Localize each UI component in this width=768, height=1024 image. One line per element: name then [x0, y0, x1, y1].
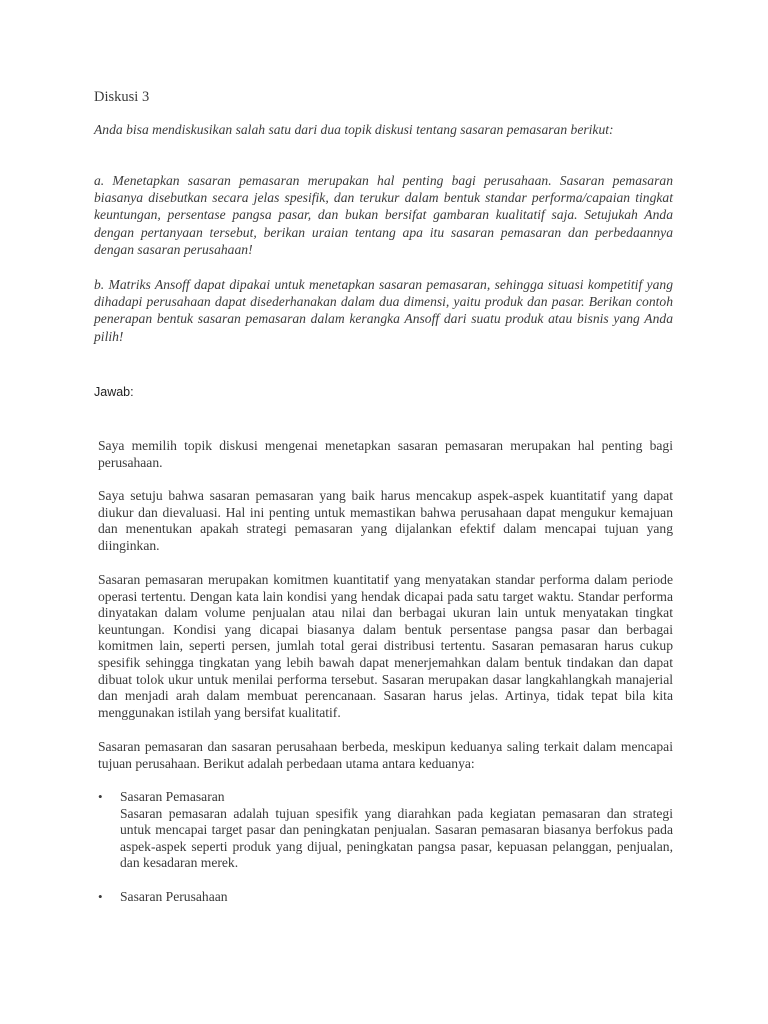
answer-paragraph-1: Saya memilih topik diskusi mengenai menetapkan sasaran pemasaran merupakan hal penting bagi perusahaan.: [98, 438, 673, 470]
bullet-marker: •: [98, 889, 103, 904]
question-a: a. Menetapkan sasaran pemasaran merupakan hal penting bagi perusahaan. Sasaran pemasaran biasanya disebutkan secara jelas spesifik, dan terukur dalam bentuk standar performa/capaian tingkat keuntungan, persentase pangsa pasar, dan bukan bersifat gambaran kualitatif saja. Setujukah Anda dengan pertanyaan tersebut, berikan uraian tentang apa itu sasaran pemasaran dan perbedaannya dengan sasaran perusahaan!: [94, 173, 673, 257]
bullet-body: Sasaran pemasaran adalah tujuan spesifik yang diarahkan pada kegiatan pemasaran dan strategi untuk mencapai target pasar dan peningkatan penjualan. Sasaran pemasaran biasanya berfokus pada aspek-aspek seperti produk yang dijual, peningkatan pangsa pasar, kepuasan pelanggan, penjualan, dan kesadaran merek.: [120, 805, 673, 871]
bullet-title: Sasaran Pemasaran: [120, 789, 225, 804]
bullet-title: Sasaran Perusahaan: [120, 889, 228, 904]
answer-paragraph-2: Saya setuju bahwa sasaran pemasaran yang baik harus mencakup aspek-aspek kuantitatif yang dapat diukur dan dievaluasi. Hal ini penting untuk memastikan bahwa perusahaan dapat mengukur kemajuan dan menentukan apakah strategi pemasaran yang dijalankan efektif dalam mencapai tujuan yang diinginkan.: [98, 488, 673, 553]
document-title: Diskusi 3: [94, 89, 150, 105]
question-intro: Anda bisa mendiskusikan salah satu dari dua topik diskusi tentang sasaran pemasaran berikut:: [94, 122, 614, 137]
bullet-marker: •: [98, 789, 103, 804]
question-b: b. Matriks Ansoff dapat dipakai untuk menetapkan sasaran pemasaran, sehingga situasi kompetitif yang dihadapi perusahaan dapat disederhanakan dalam dua dimensi, yaitu produk dan pasar. Berikan contoh penerapan bentuk sasaran pemasaran dalam kerangka Ansoff dari suatu produk atau bisnis yang Anda pilih!: [94, 277, 673, 344]
answer-label: Jawab:: [94, 385, 134, 399]
answer-paragraph-4: Sasaran pemasaran dan sasaran perusahaan berbeda, meskipun keduanya saling terkait dalam mencapai tujuan perusahaan. Berikut adalah perbedaan utama antara keduanya:: [98, 739, 673, 771]
answer-paragraph-3: Sasaran pemasaran merupakan komitmen kuantitatif yang menyatakan standar performa dalam periode operasi tertentu. Dengan kata lain kondisi yang hendak dicapai pada satu target waktu. Standar performa dinyatakan dalam volume penjualan atau nilai dan berbagai ukuran lain untuk menyatakan tingkat keuntungan. Kondisi yang dicapai biasanya dalam bentuk persentase pangsa pasar dan berbagai komitmen lain, seperti persen, jumlah total gerai distribusi tertentu. Sasaran pemasaran harus cukup spesifik sehingga tingkatan yang lebih bawah dapat menerjemahkan dalam bentuk tindakan dan dapat dibuat tolok ukur untuk menilai performa tersebut. Sasaran merupakan dasar langkahlangkah manajerial dan menjadi arah dalam membuat perencanaan. Sasaran harus jelas. Artinya, tidak tepat bila kita menggunakan istilah yang bersifat kualitatif.: [98, 572, 673, 720]
